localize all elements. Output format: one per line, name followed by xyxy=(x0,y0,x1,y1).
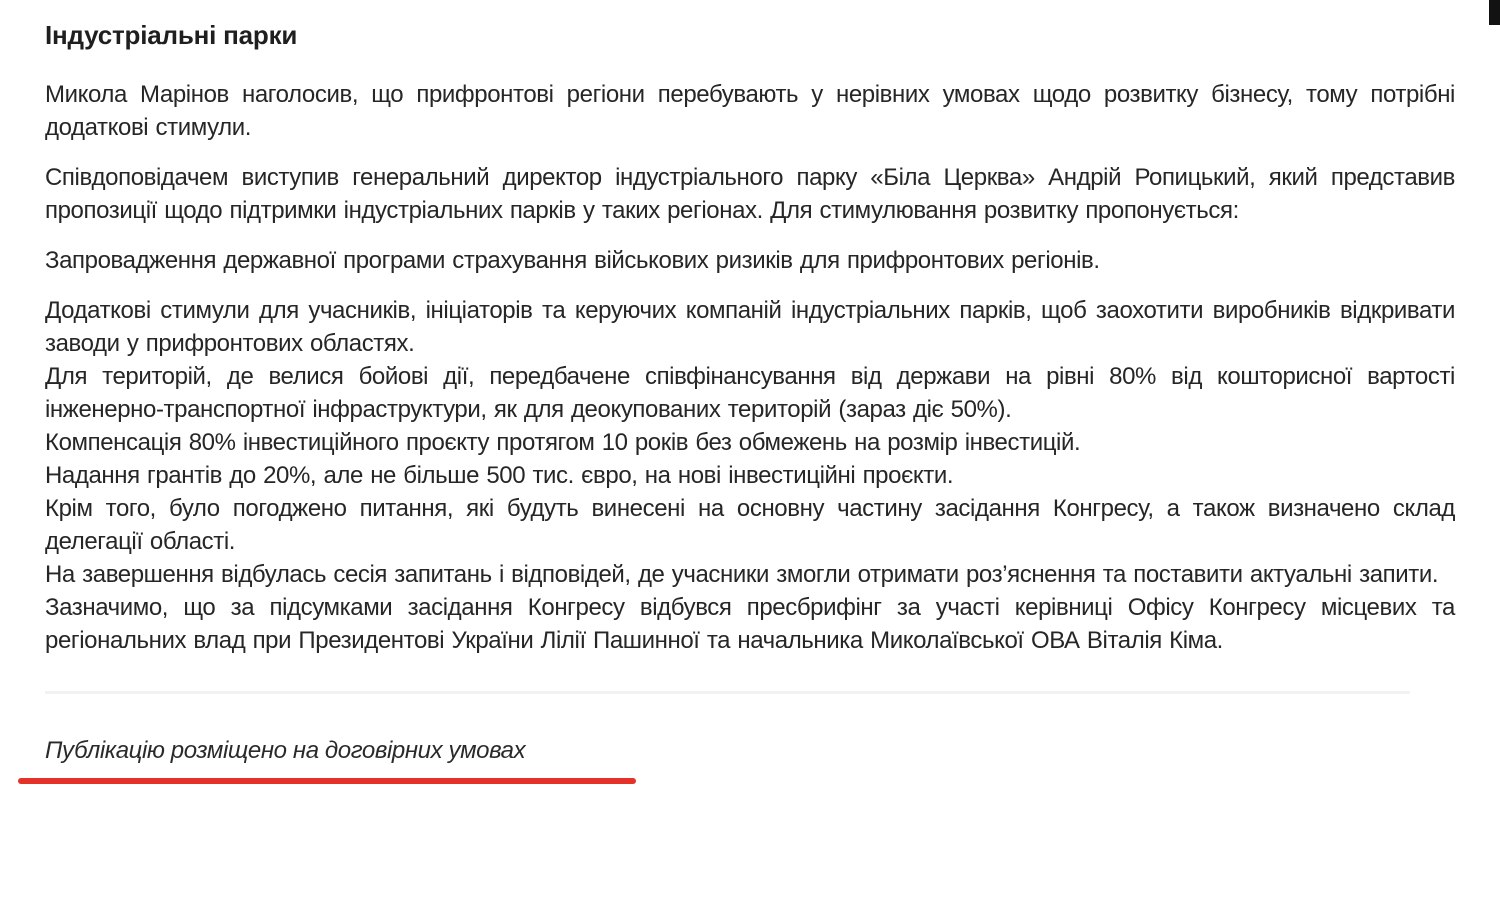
article-paragraph: Микола Марінов наголосив, що прифронтові регіони перебувають у нерівних умовах щодо розвитку бізнесу, тому потрібні додаткові стимули. xyxy=(45,81,1455,141)
article-line: Зазначимо, що за підсумками засідання Конгресу відбувся пресбрифінг за участі керівниці Офісу Конгресу місцевих та регіональних влад при Президентові України Лілії Пашинної та начальника Миколаївської ОВА Віталія Кіма. xyxy=(45,594,1455,654)
article-paragraph: Запровадження державної програми страхування військових ризиків для прифронтових регіонів. xyxy=(45,247,1100,274)
article-line: Надання грантів до 20%, але не більше 500 тис. євро, на нові інвестиційні проєкти. xyxy=(45,462,954,489)
red-underline-mark xyxy=(18,778,636,784)
article-line: Для територій, де велися бойові дії, передбачене співфінансування від держави на рівні 80% від кошторисної вартості інженерно-транспортної інфраструктури, як для деокупованих територій (зараз діє 50%). xyxy=(45,363,1455,423)
article-body xyxy=(45,20,1455,784)
article-paragraph: Співдоповідачем виступив генеральний директор індустріального парку «Біла Церква» Андрій Ропицький, який представив пропозиції щодо підтримки індустріальних парків у таких регіонах. Для стимулювання розвитку пропонується: xyxy=(45,164,1455,224)
article-line: Крім того, було погоджено питання, які будуть винесені на основну частину засідання Конгресу, а також визначено склад делегації області. xyxy=(45,495,1455,555)
article-line: На завершення відбулась сесія запитань і відповідей, де учасники змогли отримати роз’яснення та поставити актуальні запити. xyxy=(45,561,1439,588)
sponsored-note: Публікацію розміщено на договірних умовах xyxy=(45,737,526,764)
section-divider xyxy=(45,691,1410,694)
article-line: Додаткові стимули для учасників, ініціаторів та керуючих компаній індустріальних парків, щоб заохотити виробників відкривати заводи у прифронтових областях. xyxy=(45,297,1455,357)
top-right-black-mark xyxy=(1489,0,1500,25)
article-line: Компенсація 80% інвестиційного проєкту протягом 10 років без обмежень на розмір інвестицій. xyxy=(45,429,1081,456)
article-heading: Індустріальні парки xyxy=(45,20,298,50)
proposals-block xyxy=(45,294,1455,657)
